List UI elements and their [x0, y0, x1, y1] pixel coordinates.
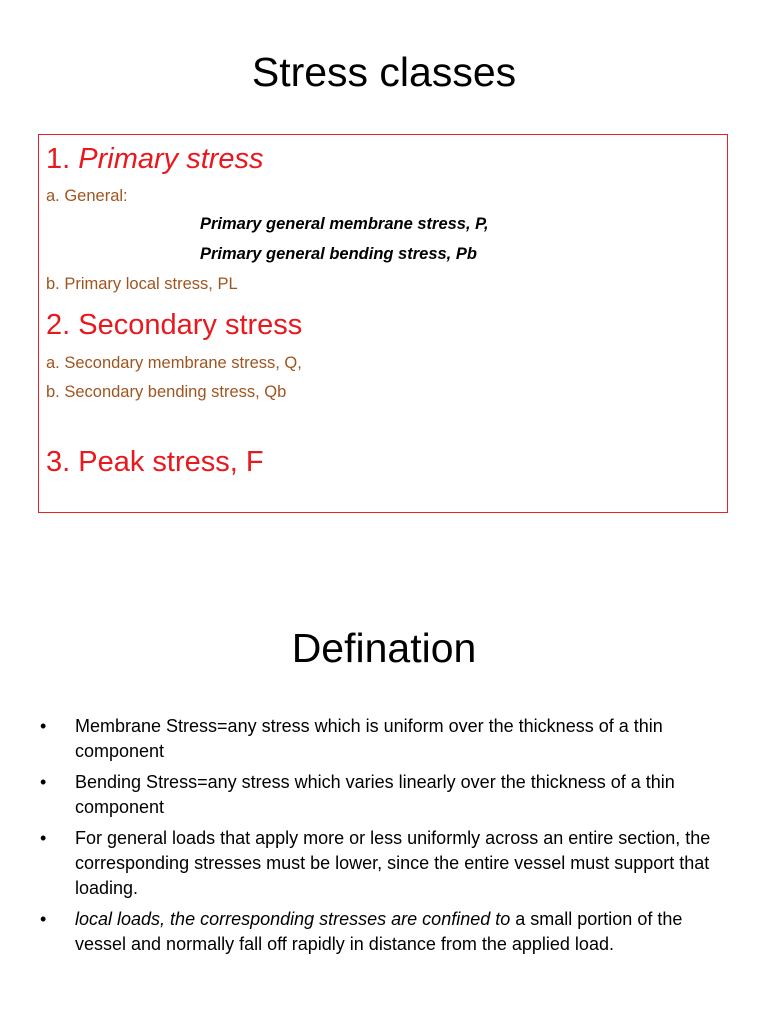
primary-stress-heading	[46, 142, 264, 176]
bullet-marker: •	[40, 909, 47, 929]
primary-stress-number: 1.	[46, 143, 79, 175]
primary-general-bending: Primary general bending stress, Pb	[200, 245, 477, 263]
secondary-stress-heading: 2. Secondary stress	[46, 309, 303, 341]
primary-general-label: a. General:	[46, 187, 128, 205]
list-item	[40, 826, 730, 901]
bullet-marker: •	[40, 716, 47, 736]
list-item	[40, 907, 730, 957]
primary-local-stress: b. Primary local stress, PL	[46, 275, 238, 293]
bending-stress-definition: Bending Stress=any stress which varies linearly over the thickness of a thin component	[75, 772, 675, 817]
secondary-bending-stress: b. Secondary bending stress, Qb	[46, 383, 287, 401]
slide-title-defination: Defination	[291, 625, 477, 671]
bullet-marker: •	[40, 772, 47, 792]
definition-bullet-list	[40, 714, 730, 963]
secondary-membrane-stress: a. Secondary membrane stress, Q,	[46, 354, 302, 372]
membrane-stress-definition: Membrane Stress=any stress which is uniform over the thickness of a thin component	[75, 716, 663, 761]
local-loads-definition: a small portion of the vessel and normally fall off rapidly in distance from the applied load.	[75, 909, 683, 954]
primary-general-membrane: Primary general membrane stress, P,	[200, 215, 489, 233]
peak-stress-heading: 3. Peak stress, F	[46, 446, 264, 478]
local-loads-italic-text: local loads, the corresponding stresses are confined to	[75, 909, 511, 929]
general-loads-definition: For general loads that apply more or less uniformly across an entire section, the corresponding stresses must be lower, since the entire vessel must support that loading.	[75, 828, 711, 898]
bullet-marker: •	[40, 828, 47, 848]
list-item	[40, 714, 730, 764]
slide-title-stress-classes: Stress classes	[251, 49, 517, 95]
list-item	[40, 770, 730, 820]
primary-stress-label: Primary stress	[78, 143, 264, 175]
